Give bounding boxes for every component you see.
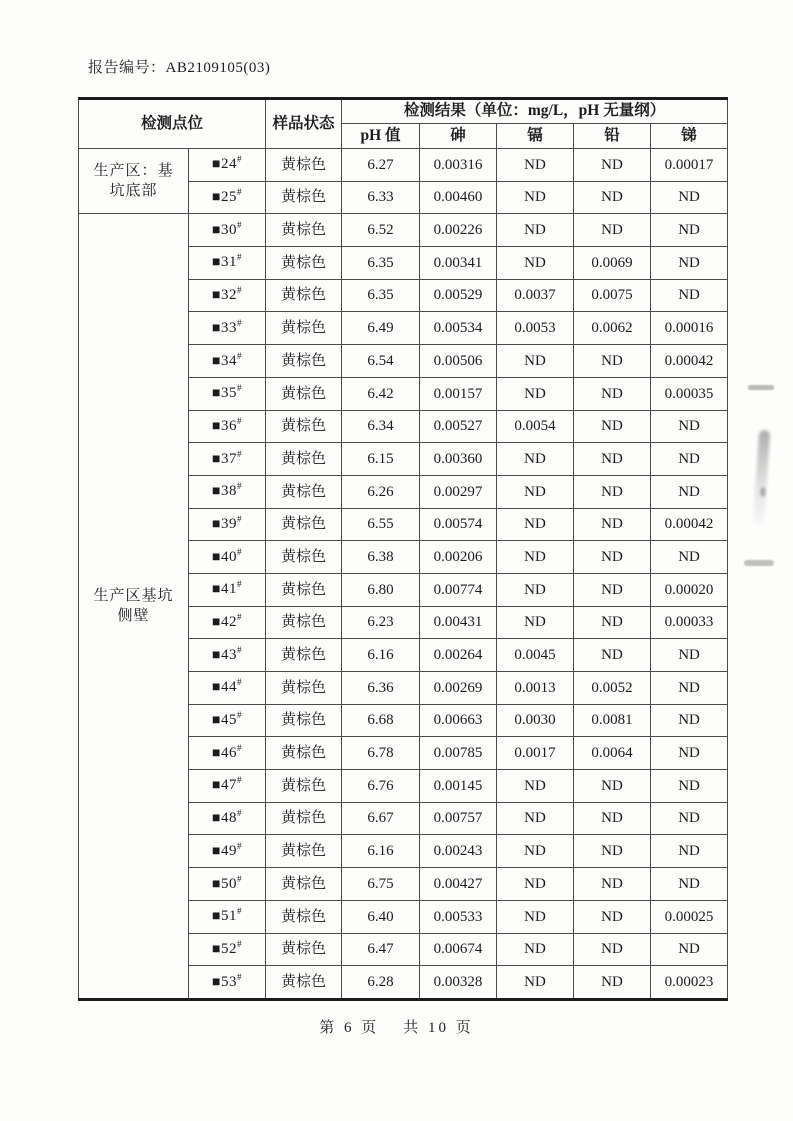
result-value-cell: 0.0064: [574, 737, 651, 770]
result-value-cell: 6.34: [342, 410, 420, 443]
result-value-cell: ND: [497, 868, 574, 901]
redaction-square: ■: [212, 582, 221, 598]
sample-state-cell: 黄棕色: [266, 377, 342, 410]
result-value-cell: 0.00427: [420, 868, 497, 901]
result-value-cell: 0.00206: [420, 541, 497, 574]
redaction-square: ■: [212, 418, 221, 434]
sample-state-cell: 黄棕色: [266, 835, 342, 868]
result-value-cell: 6.52: [342, 214, 420, 247]
redaction-square: ■: [212, 811, 221, 827]
result-value-cell: 0.00297: [420, 475, 497, 508]
sample-id-cell: ■30#: [189, 214, 266, 247]
sample-state-cell: 黄棕色: [266, 770, 342, 803]
result-value-cell: 0.00145: [420, 770, 497, 803]
result-value-cell: 0.00020: [651, 573, 728, 606]
header-arsenic: 砷: [420, 124, 497, 149]
redaction-square: ■: [212, 484, 221, 500]
result-value-cell: 0.0045: [497, 639, 574, 672]
result-value-cell: ND: [497, 443, 574, 476]
result-value-cell: 0.00774: [420, 573, 497, 606]
result-value-cell: ND: [651, 737, 728, 770]
result-value-cell: 0.00360: [420, 443, 497, 476]
result-value-cell: 0.0030: [497, 704, 574, 737]
result-value-cell: ND: [497, 475, 574, 508]
result-value-cell: ND: [574, 443, 651, 476]
sample-id-cell: ■42#: [189, 606, 266, 639]
result-value-cell: 6.33: [342, 181, 420, 214]
result-value-cell: ND: [574, 966, 651, 1000]
sample-id-cell: ■32#: [189, 279, 266, 312]
result-value-cell: ND: [574, 933, 651, 966]
result-value-cell: 0.00527: [420, 410, 497, 443]
result-value-cell: ND: [651, 410, 728, 443]
result-value-cell: 6.35: [342, 279, 420, 312]
redaction-square: ■: [212, 941, 221, 957]
result-value-cell: ND: [651, 868, 728, 901]
result-value-cell: 0.0013: [497, 672, 574, 705]
sample-state-cell: 黄棕色: [266, 443, 342, 476]
sample-id-cell: ■33#: [189, 312, 266, 345]
sample-id-cell: ■49#: [189, 835, 266, 868]
sample-id-cell: ■50#: [189, 868, 266, 901]
result-value-cell: ND: [574, 214, 651, 247]
result-value-cell: 0.00506: [420, 345, 497, 378]
scan-artifact: [744, 560, 774, 566]
sample-id-cell: ■40#: [189, 541, 266, 574]
sample-state-cell: 黄棕色: [266, 704, 342, 737]
result-value-cell: 0.0054: [497, 410, 574, 443]
sample-state-cell: 黄棕色: [266, 606, 342, 639]
result-value-cell: 6.16: [342, 835, 420, 868]
result-value-cell: 6.47: [342, 933, 420, 966]
sample-state-cell: 黄棕色: [266, 279, 342, 312]
result-value-cell: 6.68: [342, 704, 420, 737]
result-value-cell: ND: [574, 868, 651, 901]
result-value-cell: 0.00033: [651, 606, 728, 639]
sample-id-cell: ■38#: [189, 475, 266, 508]
result-value-cell: 0.00226: [420, 214, 497, 247]
sample-id-cell: ■35#: [189, 377, 266, 410]
sample-id-cell: ■34#: [189, 345, 266, 378]
result-value-cell: ND: [651, 672, 728, 705]
redaction-square: ■: [212, 516, 221, 532]
result-value-cell: ND: [574, 639, 651, 672]
footer-page-number: 第 6 页: [319, 1020, 380, 1036]
redaction-square: ■: [212, 909, 221, 925]
result-value-cell: 0.00157: [420, 377, 497, 410]
result-value-cell: 6.55: [342, 508, 420, 541]
sample-state-cell: 黄棕色: [266, 181, 342, 214]
result-value-cell: ND: [651, 181, 728, 214]
sample-id-cell: ■39#: [189, 508, 266, 541]
redaction-square: ■: [212, 876, 221, 892]
result-value-cell: 0.00533: [420, 900, 497, 933]
result-value-cell: 0.00663: [420, 704, 497, 737]
redaction-square: ■: [212, 190, 221, 206]
results-table: [78, 97, 728, 1001]
result-value-cell: ND: [497, 802, 574, 835]
result-value-cell: ND: [651, 541, 728, 574]
result-value-cell: 0.00460: [420, 181, 497, 214]
result-value-cell: 0.00574: [420, 508, 497, 541]
result-value-cell: 0.00023: [651, 966, 728, 1000]
result-value-cell: 0.0017: [497, 737, 574, 770]
result-value-cell: 6.27: [342, 149, 420, 182]
result-value-cell: 0.0037: [497, 279, 574, 312]
result-value-cell: 0.00025: [651, 900, 728, 933]
sample-state-cell: 黄棕色: [266, 541, 342, 574]
redaction-square: ■: [212, 549, 221, 565]
result-value-cell: 0.00674: [420, 933, 497, 966]
sample-id-cell: ■44#: [189, 672, 266, 705]
redaction-square: ■: [212, 778, 221, 794]
sample-state-cell: 黄棕色: [266, 312, 342, 345]
result-value-cell: 0.00264: [420, 639, 497, 672]
header-row-1: [79, 99, 728, 124]
result-value-cell: 0.0062: [574, 312, 651, 345]
result-value-cell: 0.00042: [651, 345, 728, 378]
result-value-cell: ND: [497, 900, 574, 933]
footer-total-pages: 共 10 页: [403, 1020, 474, 1036]
result-value-cell: ND: [497, 181, 574, 214]
result-value-cell: 6.78: [342, 737, 420, 770]
result-value-cell: 0.00243: [420, 835, 497, 868]
header-antimony: 锑: [651, 124, 728, 149]
report-number-label: 报告编号：: [88, 60, 166, 76]
sample-id-cell: ■37#: [189, 443, 266, 476]
result-value-cell: 6.49: [342, 312, 420, 345]
sample-id-cell: ■31#: [189, 247, 266, 280]
result-value-cell: ND: [497, 247, 574, 280]
sample-id-cell: ■36#: [189, 410, 266, 443]
result-value-cell: 6.35: [342, 247, 420, 280]
result-value-cell: ND: [497, 835, 574, 868]
scan-artifact: [753, 430, 771, 526]
result-value-cell: 6.36: [342, 672, 420, 705]
sample-state-cell: 黄棕色: [266, 247, 342, 280]
result-value-cell: ND: [497, 508, 574, 541]
sample-id-cell: ■53#: [189, 966, 266, 1000]
sample-state-cell: 黄棕色: [266, 868, 342, 901]
result-value-cell: ND: [574, 835, 651, 868]
result-value-cell: ND: [574, 770, 651, 803]
result-value-cell: 6.80: [342, 573, 420, 606]
result-value-cell: ND: [651, 247, 728, 280]
redaction-square: ■: [212, 680, 221, 696]
result-value-cell: 6.28: [342, 966, 420, 1000]
scan-artifact: [760, 487, 766, 497]
redaction-square: ■: [212, 974, 221, 990]
result-value-cell: ND: [497, 966, 574, 1000]
sample-id-cell: ■45#: [189, 704, 266, 737]
scan-artifact: [748, 385, 774, 390]
result-value-cell: ND: [574, 410, 651, 443]
result-value-cell: ND: [497, 933, 574, 966]
sample-state-cell: 黄棕色: [266, 900, 342, 933]
result-value-cell: ND: [574, 508, 651, 541]
result-value-cell: 6.40: [342, 900, 420, 933]
table-row: [79, 214, 728, 247]
location-cell: 生产区基坑侧壁: [79, 214, 189, 1000]
result-value-cell: 0.00529: [420, 279, 497, 312]
result-value-cell: 0.00316: [420, 149, 497, 182]
header-sample-state: 样品状态: [266, 99, 342, 149]
header-ph: pH 值: [342, 124, 420, 149]
redaction-square: ■: [212, 843, 221, 859]
result-value-cell: ND: [497, 345, 574, 378]
result-value-cell: ND: [651, 214, 728, 247]
redaction-square: ■: [212, 615, 221, 631]
table-body: [79, 149, 728, 1000]
result-value-cell: 6.23: [342, 606, 420, 639]
sample-state-cell: 黄棕色: [266, 802, 342, 835]
sample-state-cell: 黄棕色: [266, 508, 342, 541]
report-number: [88, 56, 270, 77]
result-value-cell: 6.67: [342, 802, 420, 835]
result-value-cell: ND: [651, 933, 728, 966]
redaction-square: ■: [212, 386, 221, 402]
result-value-cell: 0.00016: [651, 312, 728, 345]
sample-id-cell: ■43#: [189, 639, 266, 672]
sample-id-cell: ■24#: [189, 149, 266, 182]
sample-state-cell: 黄棕色: [266, 345, 342, 378]
result-value-cell: ND: [574, 475, 651, 508]
sample-state-cell: 黄棕色: [266, 214, 342, 247]
result-value-cell: ND: [497, 377, 574, 410]
result-value-cell: 0.0069: [574, 247, 651, 280]
result-value-cell: 0.00269: [420, 672, 497, 705]
result-value-cell: 0.00341: [420, 247, 497, 280]
result-value-cell: ND: [651, 639, 728, 672]
result-value-cell: ND: [497, 149, 574, 182]
result-value-cell: 0.00785: [420, 737, 497, 770]
sample-id-cell: ■52#: [189, 933, 266, 966]
redaction-square: ■: [212, 353, 221, 369]
result-value-cell: 6.16: [342, 639, 420, 672]
result-value-cell: 6.54: [342, 345, 420, 378]
result-value-cell: 0.00431: [420, 606, 497, 639]
result-value-cell: 6.42: [342, 377, 420, 410]
table-header: [79, 99, 728, 149]
result-value-cell: ND: [574, 573, 651, 606]
result-value-cell: 0.0052: [574, 672, 651, 705]
result-value-cell: 6.15: [342, 443, 420, 476]
sample-id-cell: ■51#: [189, 900, 266, 933]
result-value-cell: ND: [574, 149, 651, 182]
page-footer: [0, 1016, 793, 1037]
sample-id-cell: ■46#: [189, 737, 266, 770]
result-value-cell: ND: [574, 541, 651, 574]
result-value-cell: ND: [497, 573, 574, 606]
result-value-cell: 6.76: [342, 770, 420, 803]
result-value-cell: 0.00042: [651, 508, 728, 541]
result-value-cell: 6.75: [342, 868, 420, 901]
result-value-cell: 0.0081: [574, 704, 651, 737]
result-value-cell: ND: [574, 900, 651, 933]
sample-state-cell: 黄棕色: [266, 410, 342, 443]
sample-state-cell: 黄棕色: [266, 672, 342, 705]
result-value-cell: 0.00534: [420, 312, 497, 345]
result-value-cell: 0.0053: [497, 312, 574, 345]
sample-state-cell: 黄棕色: [266, 475, 342, 508]
redaction-square: ■: [212, 320, 221, 336]
report-number-value: AB2109105(03): [165, 60, 271, 76]
redaction-square: ■: [212, 255, 221, 271]
result-value-cell: ND: [651, 443, 728, 476]
redaction-square: ■: [212, 222, 221, 238]
header-cadmium: 镉: [497, 124, 574, 149]
location-cell: 生产区：基坑底部: [79, 149, 189, 214]
sample-id-cell: ■25#: [189, 181, 266, 214]
result-value-cell: 0.00328: [420, 966, 497, 1000]
redaction-square: ■: [212, 745, 221, 761]
result-value-cell: ND: [497, 606, 574, 639]
result-value-cell: ND: [651, 770, 728, 803]
result-value-cell: 0.0075: [574, 279, 651, 312]
redaction-square: ■: [212, 647, 221, 663]
result-value-cell: ND: [574, 802, 651, 835]
result-value-cell: ND: [651, 835, 728, 868]
sample-state-cell: 黄棕色: [266, 966, 342, 1000]
result-value-cell: 6.26: [342, 475, 420, 508]
sample-state-cell: 黄棕色: [266, 933, 342, 966]
result-value-cell: ND: [574, 345, 651, 378]
sample-state-cell: 黄棕色: [266, 573, 342, 606]
table-row: [79, 149, 728, 182]
redaction-square: ■: [212, 451, 221, 467]
result-value-cell: ND: [497, 214, 574, 247]
sample-state-cell: 黄棕色: [266, 639, 342, 672]
result-value-cell: ND: [574, 181, 651, 214]
sample-state-cell: 黄棕色: [266, 737, 342, 770]
result-value-cell: ND: [651, 704, 728, 737]
result-value-cell: 0.00035: [651, 377, 728, 410]
redaction-square: ■: [212, 157, 221, 173]
result-value-cell: 0.00757: [420, 802, 497, 835]
sample-id-cell: ■47#: [189, 770, 266, 803]
result-value-cell: ND: [574, 377, 651, 410]
result-value-cell: ND: [574, 606, 651, 639]
result-value-cell: 6.38: [342, 541, 420, 574]
result-value-cell: ND: [651, 279, 728, 312]
result-value-cell: ND: [651, 802, 728, 835]
result-value-cell: ND: [651, 475, 728, 508]
sample-id-cell: ■48#: [189, 802, 266, 835]
header-detection-result: 检测结果（单位：mg/L，pH 无量纲）: [342, 99, 728, 124]
redaction-square: ■: [212, 713, 221, 729]
result-value-cell: ND: [497, 770, 574, 803]
header-detection-point: 检测点位: [79, 99, 266, 149]
redaction-square: ■: [212, 288, 221, 304]
result-value-cell: 0.00017: [651, 149, 728, 182]
sample-id-cell: ■41#: [189, 573, 266, 606]
result-value-cell: ND: [497, 541, 574, 574]
sample-state-cell: 黄棕色: [266, 149, 342, 182]
header-lead: 铅: [574, 124, 651, 149]
